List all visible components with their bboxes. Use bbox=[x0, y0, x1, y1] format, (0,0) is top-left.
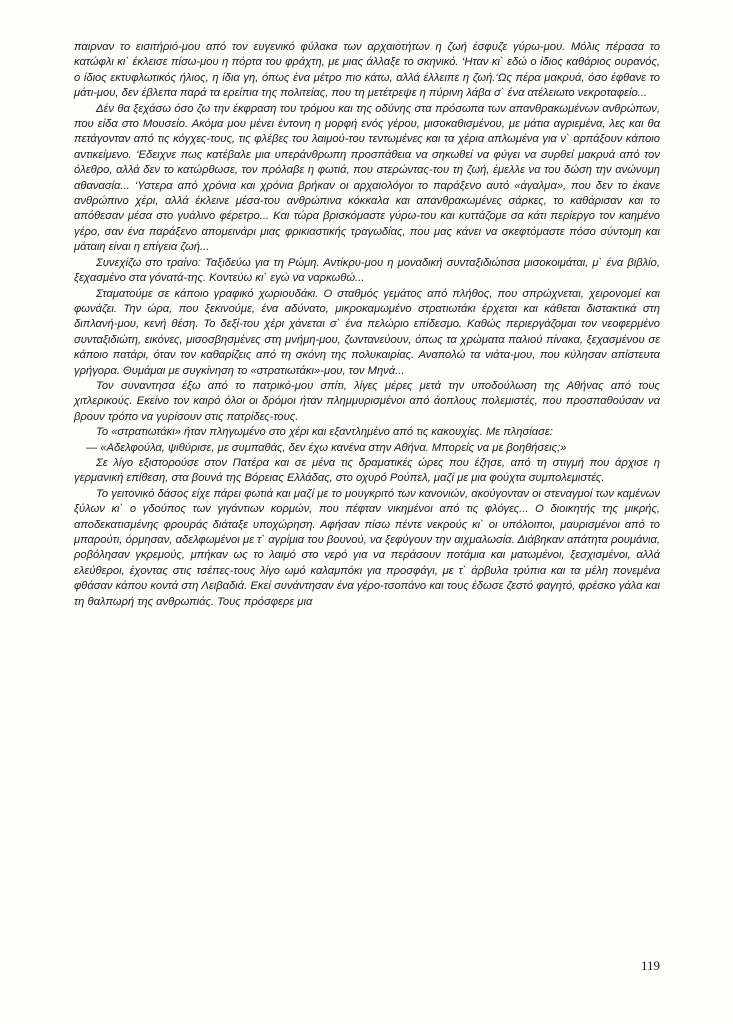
paragraph: Συνεχίζω στο τραίνο: Ταξιδεύω για τη Ρώμη. Αντίκρυ-μου η μοναδική συνταξιδιώτισα μισοκοιμάται, μ` ένα βιβλίο, ξεχασμένο στα γόνατά-της. Κοντεύω κι` εγώ να ναρκωθώ... bbox=[74, 256, 660, 285]
body-text bbox=[74, 40, 660, 610]
paragraph: παιρναν το εισιτήριό-μου από τον ευγενικό φύλακα των αρχαιοτήτων η ζωή έσφυζε γύρω-μου. Μόλις πέρασα το κατώφλι κι` έκλεισε πίσω-μου η πόρτα του φράχτη, με μιας άλλαξε το σκηνικό. ‘Ηταν κι` εδώ ο ίδιος καθάριος ουρανός, ο ίδιος εκτυφλωτικός ήλιος, η ίδια γη, όπως ένα μέτρο πιο κάτω, αλλά έλλειπε η ζωή.‘Ως πέρα μακρυά, όσο έφθανε το μάτι-μου, δεν έβλεπα παρά τα ερείπια της πολιτείας, που τη μετέτρεψε η πύρινη λάβα σ` ένα ατέλειωτο νεκροταφείο... bbox=[74, 41, 660, 100]
paragraph: Τον συναντησα έξω από το πατρικό-μου σπίτι, λίγες μέρες μετά την υποδούλωση της Αθήνας από τους χιτλερικούς. Εκείνο τον καιρό όλοι οι δρόμοι ήταν πλημμυρισμένοι από άοπλους πολεμιστές, που προσπαθούσαν να βρουν τρόπο να γυρίσουν στις πατρίδες-τους. bbox=[74, 379, 660, 423]
paragraph: Το «στρατιωτάκι» ήταν πληγωμένο στο χέρι και εξαντλημένο από τις κακουχίες. Με πλησίασε: bbox=[96, 426, 553, 439]
page-number: 119 bbox=[640, 958, 660, 973]
paragraph: Το γειτονικό δάσος είχε πάρει φωτιά και μαζί με το μουγκριτό των κανονιών, ακούγονταν οι στεναγμοί των καμένων ξύλων κι` ο γδούπος των γιγάντιων κορμών, που πέφταν νικημένοι από τις φλόγες... Ο διοικητής της μικρής, αποδεκατισμένης φρουράς διάταξε υποχώρηση. Αφήσαν πίσω πέντε νεκρούς κι` οι υπόλοιποι, μαυρισμένοι από το μπαρούτι, όρμησαν, αδελφωμένοι με τ` αγρίμια του βουνού, να ξεφύγουν την αιχμαλωσία. Διάβηκαν απάτητα ρουμάνια, ροβόλησαν γκρεμούς, μπήκαν ως το λαιμό στο νερό για να περάσουν ποτάμια και ματωμένοι, ξεσχισμένοι, αλλά ελεύθεροι, έχοντας στις τσέπες-τους λίγο ωμό καλαμπόκι για προσφάγι, με τ` άρβυλα τρύπια και τα μέλη πονεμένα φθάσαν κάπου κοντά στη Λειβαδιά. Εκεί συνάντησαν ένα γέρο-τσοπάνο και τους έδωσε ζεστό φαγητό, φρέσκο γάλα και τη θαλπωρή της ανθρωπιάς. Τους πρόσφερε μια bbox=[74, 487, 660, 608]
paragraph: Σε λίγο εξιστορούσε στον Πατέρα και σε μένα τις δραματικές ώρες που έζησε, από τη στιγμή που άρχισε η γερμανική επίθεση, στα βουνά της Βόρειας Ελλάδας, στο οχυρό Ρούπελ, μαζί με μια φούχτα συμπολεμιστές. bbox=[74, 456, 660, 485]
paragraph: Σταματούμε σε κάποιο γραφικό χωριουδάκι. Ο σταθμός γεμάτος από πλήθος, που σπρώχνεται, χειρονομεί και φωνάζει. Την ώρα, που ξεκινούμε, ένα αδύνατο, μικροκαμωμένο στρατιωτάκι έρχεται και κάθεται διστακτικά στη διπλανή-μου, κενή θέση. Το δεξί-του χέρι χάνεται σ` ένα πελώριο επίδεσμο. Καθώς περιεργάζομαι τον νεοφερμένο συνταξιδιώτη, εικόνες, μισοσβησμένες στη μνήμη-μου, ζωντανεύουν, όπως τα χρώματα παλιού πίνακα, ξεχασμένου σε κάποιο πατάρι, όταν τον καθαρίζεις από τη σκόνη της πολυκαιρίας. Αναπολώ τα νιάτα-μου, που κύλησαν απίστευτα γρήγορα. Θυμάμαι με συγκίνηση το «στρατιωτάκι»-μου, τον Μηνά... bbox=[74, 287, 660, 377]
paragraph: Δέν θα ξεχάσω όσο ζω την έκφραση του τρόμου και της οδύνης στα πρόσωπα των απανθρακωμένων ανθρώπων, που είδα στο Μουσείο. Ακόμα μου μένει έντονη η μορφή ενός γέρου, μισοκαθισμένου, με μάτια αγριεμένα, λες και θα πετάγονταν από τις κόγχες-τους, τις φλέβες του λαιμού-του τεντωμένες και τα χέρια απλωμένα για ν` αρπάξουν κάποιο αντικείμενο. ‘Εδειχνε πως κατέβαλε μια υπεράνθρωπη προσπάθεια να σηκωθεί να φύγει να συρθεί μακρυά από τον όλεθρο, αλλά δεν το κατώρθωσε, τον πρόλαβε η φωτιά, που στερώντας-του τη ζωή, έμελλε να του δώση την ανώνυμη αθανασία... ‘Υστερα από χρόνια και χρόνια βρήκαν οι αρχαιολόγοι το παράξενο αυτό «άγαλμα», που δεν το έκανε ανθρώπινο χέρι, αλλά έκλεινε μέσα-του ανθρώπινα κόκκαλα και απανθρακωμένες σάρκες, το καθάρισαν και το απόθεσαν μέσα στο γυάλινο φέρετρο... Και τώρα βρισκόμαστε γύρω-του και κυττάζομε σα κάτι περίεργο τον καημένο γέρο, σαν ένα παράξενο απομεινάρι μιας φρικιαστικής τραγωδίας, που μας κάνει να σκεφτόμαστε πόσο σύντομη και μάταιη είναι η επίγεια ζωή... bbox=[74, 102, 660, 254]
dialogue-paragraph: — «Αδελφούλα, ψιθύρισε, με συμπαθάς, δεν έχω κανένα στην Αθήνα. Μπορείς να με βοηθήσεις;» bbox=[86, 441, 567, 454]
